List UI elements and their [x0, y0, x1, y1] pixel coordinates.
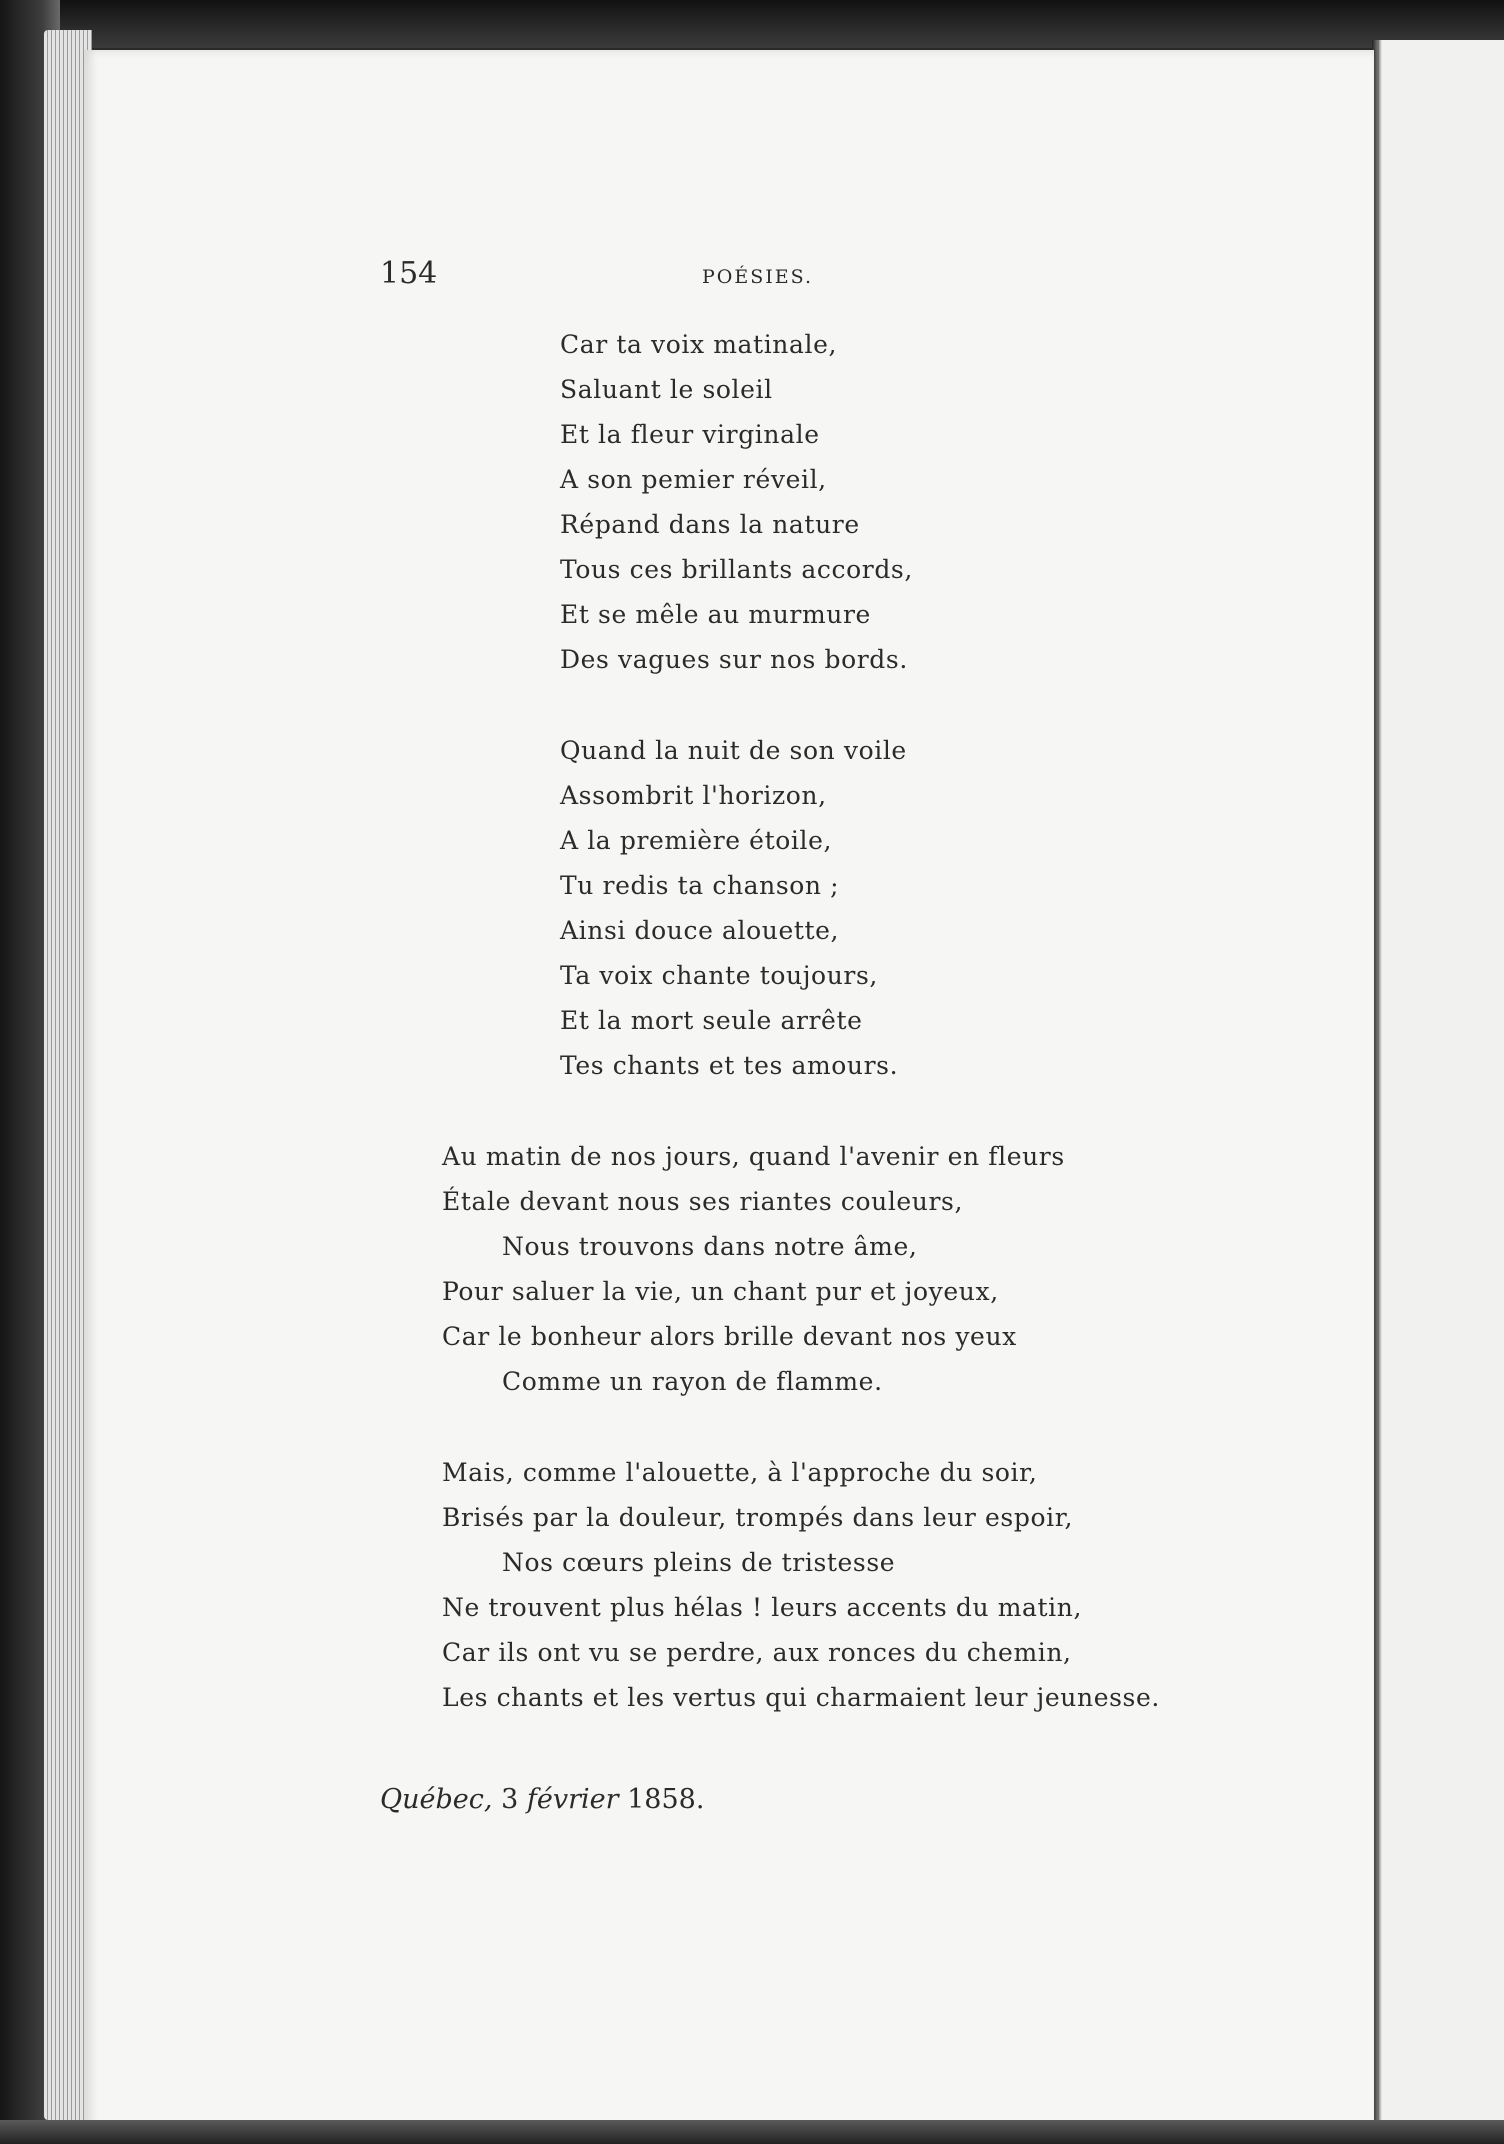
poem-line: Saluant le soleil [560, 375, 773, 404]
dateline-month: février [526, 1784, 619, 1815]
poem-line: Et se mêle au murmure [560, 600, 871, 629]
poem-line: Ne trouvent plus hélas ! leurs accents du matin, [442, 1593, 1083, 1622]
poem-line: Pour saluer la vie, un chant pur et joyeux, [442, 1277, 999, 1306]
poem-line: Mais, comme l'alouette, à l'approche du soir, [442, 1458, 1038, 1487]
running-head: POÉSIES. [702, 266, 813, 288]
poem-line: Étale devant nous ses riantes couleurs, [442, 1187, 964, 1216]
poem-line: Et la fleur virginale [560, 420, 820, 449]
dateline [380, 1784, 704, 1815]
facing-page [1376, 40, 1504, 2144]
poem-line: Quand la nuit de son voile [560, 736, 907, 765]
stanza-4 [442, 1450, 1160, 1720]
stanza-1 [560, 322, 913, 682]
poem-line: Ainsi douce alouette, [560, 916, 840, 945]
poem-line: Des vagues sur nos bords. [560, 645, 908, 674]
poem-line: Tes chants et tes amours. [560, 1051, 899, 1080]
poem-line: Comme un rayon de flamme. [502, 1367, 883, 1396]
poem-line: Car le bonheur alors brille devant nos yeux [442, 1322, 1017, 1351]
poem-line: Répand dans la nature [560, 510, 860, 539]
dateline-place: Québec, [380, 1784, 493, 1815]
book-binding-top [0, 0, 1504, 48]
book-bottom-edge [0, 2120, 1504, 2144]
poem-line: A la première étoile, [560, 826, 833, 855]
poem-line: Car ta voix matinale, [560, 330, 838, 359]
poem-line: Brisés par la douleur, trompés dans leur espoir, [442, 1503, 1074, 1532]
page-number: 154 [380, 256, 438, 291]
poem-line: Tu redis ta chanson ; [560, 871, 840, 900]
dateline-year: 1858. [627, 1784, 705, 1815]
poem-line: Nous trouvons dans notre âme, [502, 1232, 918, 1261]
poem-line: Ta voix chante toujours, [560, 961, 878, 990]
poem-line: Assombrit l'horizon, [560, 781, 827, 810]
dateline-day: 3 [501, 1784, 519, 1815]
poem-line: Les chants et les vertus qui charmaient leur jeunesse. [442, 1683, 1160, 1712]
stanza-2 [560, 728, 907, 1088]
stanza-3 [442, 1134, 1065, 1404]
poem-line: Tous ces brillants accords, [560, 555, 913, 584]
poem-line: Car ils ont vu se perdre, aux ronces du chemin, [442, 1638, 1072, 1667]
poem-line: Au matin de nos jours, quand l'avenir en fleurs [442, 1142, 1065, 1171]
poem-line: Nos cœurs pleins de tristesse [502, 1548, 896, 1577]
poem-line: A son pemier réveil, [560, 465, 827, 494]
poem-line: Et la mort seule arrête [560, 1006, 863, 1035]
